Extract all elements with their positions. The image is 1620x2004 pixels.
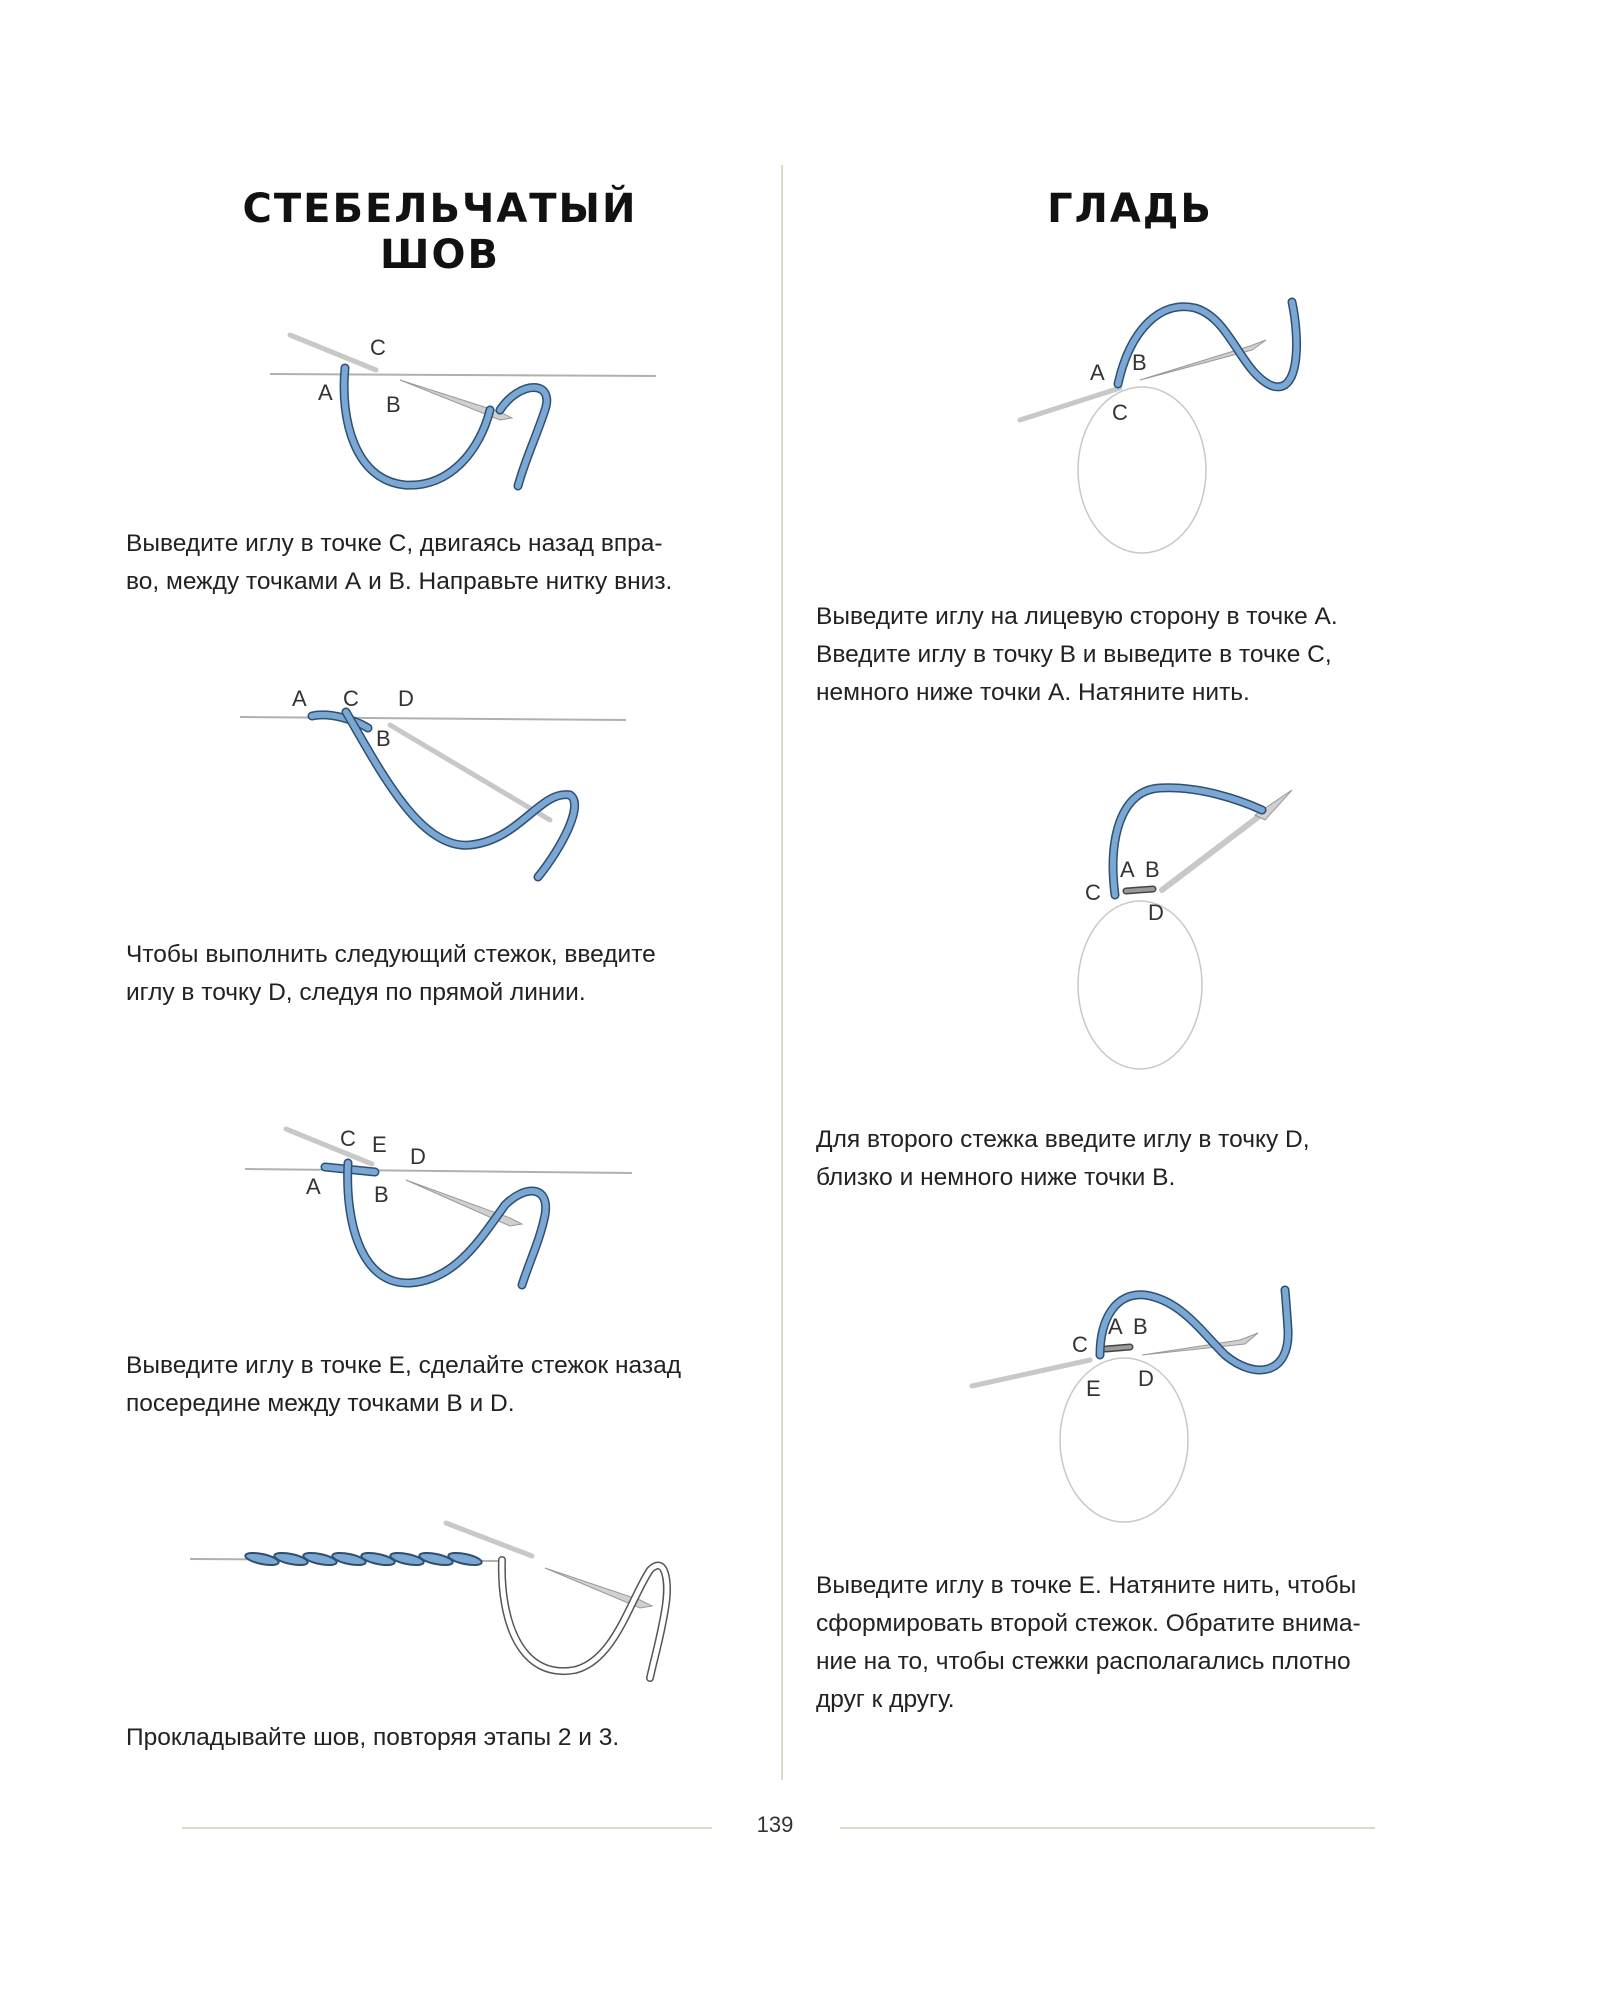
label-e: E	[1086, 1376, 1101, 1401]
footer-line-left	[182, 1827, 712, 1829]
label-c: C	[343, 686, 359, 711]
right-caption-3: Выведите иглу в точке Е. Натяните нить, чтобы сформировать второй стежок. Обратите внима- ние на то, чтобы стежки располагались плотно друг к другу.	[816, 1572, 1361, 1713]
left-caption-2: Чтобы выполнить следующий стежок, введите иглу в точку D, следуя по прямой линии.	[126, 941, 656, 1006]
label-b: B	[1132, 350, 1147, 375]
right-title: ГЛАДЬ	[1047, 186, 1213, 232]
label-c: C	[340, 1126, 356, 1151]
label-a: A	[318, 380, 333, 405]
label-d: D	[1148, 900, 1164, 925]
right-caption-2: Для второго стежка введите иглу в точку D, близко и немного ниже точки В.	[816, 1126, 1310, 1191]
label-a: A	[306, 1174, 321, 1199]
label-c: C	[1085, 880, 1101, 905]
left-caption-1: Выведите иглу в точке С, двигаясь назад впра- во, между точками А и В. Направьте нитку вниз.	[126, 530, 673, 595]
label-c: C	[370, 335, 386, 360]
label-d: D	[410, 1144, 426, 1169]
label-a: A	[292, 686, 307, 711]
label-b: B	[1145, 857, 1160, 882]
label-a: A	[1090, 360, 1105, 385]
left-caption-4: Прокладывайте шов, повторяя этапы 2 и 3.	[126, 1724, 620, 1751]
left-caption-3: Выведите иглу в точке Е, сделайте стежок назад посередине между точками В и D.	[126, 1352, 682, 1417]
label-c: C	[1072, 1332, 1088, 1357]
label-d: D	[1138, 1366, 1154, 1391]
label-e: E	[372, 1132, 387, 1157]
label-b: B	[374, 1182, 389, 1207]
label-b: B	[376, 726, 391, 751]
label-c: C	[1112, 400, 1128, 425]
label-a: A	[1108, 1314, 1123, 1339]
label-a: A	[1120, 857, 1135, 882]
label-d: D	[398, 686, 414, 711]
page-number: 139	[756, 1812, 794, 1837]
left-title: СТЕБЕЛЬЧАТЫЙ ШОВ	[242, 186, 638, 278]
footer-line-right	[840, 1827, 1375, 1829]
right-caption-1: Выведите иглу на лицевую сторону в точке А. Введите иглу в точку В и выведите в точке С, немного ниже точки А. Натяните нить.	[816, 603, 1338, 706]
label-b: B	[1133, 1314, 1148, 1339]
label-b: B	[386, 392, 401, 417]
